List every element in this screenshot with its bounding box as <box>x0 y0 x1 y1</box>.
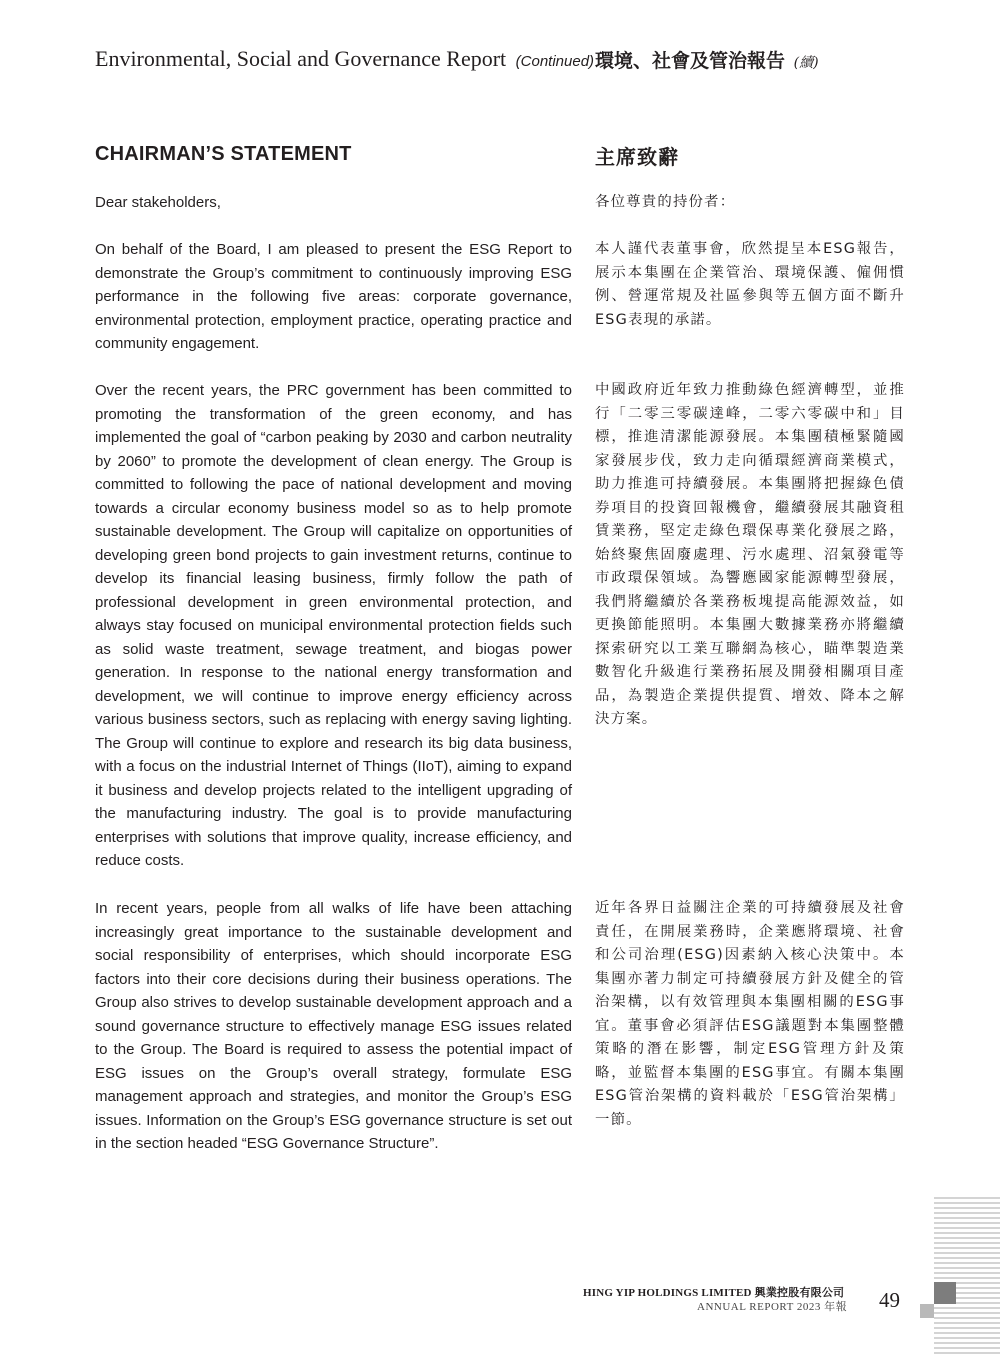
running-header-zh-title: 環境、社會及管治報告 <box>595 50 786 72</box>
paragraph-english-2: Over the recent years, the PRC government has been committed to promoting the transformation of the green economy, and has implemented the goal of “carbon peaking by 2030 and carbon neutrality by 2060” to promote the development of clean energy. The Group is committed to following the pace of national development and moving towards a circular economy business model so as to help promote sustainable development. The Group will capitalize on opportunities of developing green bond projects to gain investment returns, continue to develop its financial leasing business, firmly follow the path of professional development in green environmental protection, and always stay focused on municipal environmental protection fields such as solid waste treatment, sewage treatment, and biogas power generation. In response to the national energy transformation and development, we will continue to improve energy efficiency across various business sectors, such as replacing with energy saving lighting. The Group will continue to explore and research its big data business, with a focus on the industrial Internet of Things (IIoT), aiming to expand it business and develop projects related to the intelligent upgrading of the manufacturing industry. The goal is to provide manufacturing enterprises with solutions that improve quality, increase efficiency, and reduce costs. <box>95 382 572 869</box>
page-number: 49 <box>879 1288 900 1312</box>
paragraph-english-3: In recent years, people from all walks of life have been attaching increasingly great importance to the sustainable development and social responsibility of enterprises, which should incorporate ESG factors into their core decisions during their business operations. The Group also strives to develop sustainable development approach and a sound governance structure to effectively manage ESG issues related to the Group. The Board is required to assess the potential impact of ESG issues on the Group’s overall strategy, formulate ESG management approach and strategies, and monitor the Group’s ESG issues. Information on the Group’s ESG governance structure is set out in the section headed “ESG Governance Structure”. <box>95 900 572 1152</box>
running-header-title: Environmental, Social and Governance Report <box>95 46 507 71</box>
section-title-english: CHAIRMAN’S STATEMENT <box>95 143 352 165</box>
paragraph-chinese-2: 中國政府近年致力推動綠色經濟轉型，並推行「二零三零碳達峰，二零六零碳中和」目標，推進清潔能源發展。本集團積極緊隨國家發展步伐，致力走向循環經濟商業模式，助力推進可持續發展。本集團將把握綠色債券項目的投資回報機會，繼續發展其融資租賃業務，堅定走綠色環保專業化發展之路，始終聚焦固廢處理、污水處理、沼氣發電等市政環保領域。為響應國家能源轉型發展，我們將繼續於各業務板塊提高能源效益，如更換節能照明。本集團大數據業務亦將繼續探索研究以工業互聯網為核心，瞄準製造業數智化升級進行業務拓展及開發相關項目產品，為製造企業提供提質、增效、降本之解決方案。 <box>595 382 905 727</box>
paragraph-chinese-1: 本人謹代表董事會，欣然提呈本ESG報告，展示本集團在企業管治、環境保護、僱佣慣例、營運常規及社區參與等五個方面不斷升ESG表現的承諾。 <box>595 241 905 328</box>
footer-report-name: ANNUAL REPORT 2023 年報 <box>697 1301 848 1313</box>
running-header-chinese <box>595 46 819 73</box>
decorative-square-dark <box>934 1282 956 1304</box>
paragraph-chinese-3: 近年各界日益關注企業的可持續發展及社會責任，在開展業務時，企業應將環境、社會和公司治理(ESG)因素納入核心決策中。本集團亦著力制定可持續發展方針及健全的管治架構，以有效管理與本集團相關的ESG事宜。董事會必須評估ESG議題對本集團整體策略的潛在影響，制定ESG管理方針及策略，並監督本集團的ESG事宜。有關本集團ESG管治架構的資料載於「ESG管治架構」一節。 <box>595 900 905 1128</box>
footer-company-name: HING YIP HOLDINGS LIMITED 興業控股有限公司 <box>583 1287 845 1299</box>
salutation-chinese: 各位尊貴的持份者： <box>595 194 736 210</box>
decorative-square-light <box>920 1304 934 1318</box>
running-header-continued: (Continued) <box>515 53 595 70</box>
paragraph-english-1: On behalf of the Board, I am pleased to present the ESG Report to demonstrate the Group’s commitment to continuously improving ESG performance in the following five areas: corporate governance, environmental protection, employment practice, operating practice and community engagement. <box>95 241 572 352</box>
section-title-chinese: 主席致辭 <box>595 145 679 169</box>
running-header-english <box>95 46 594 72</box>
decorative-stripes <box>934 1197 1000 1357</box>
running-header-zh-continued: (續) <box>793 55 819 71</box>
salutation-english: Dear stakeholders, <box>95 194 221 211</box>
